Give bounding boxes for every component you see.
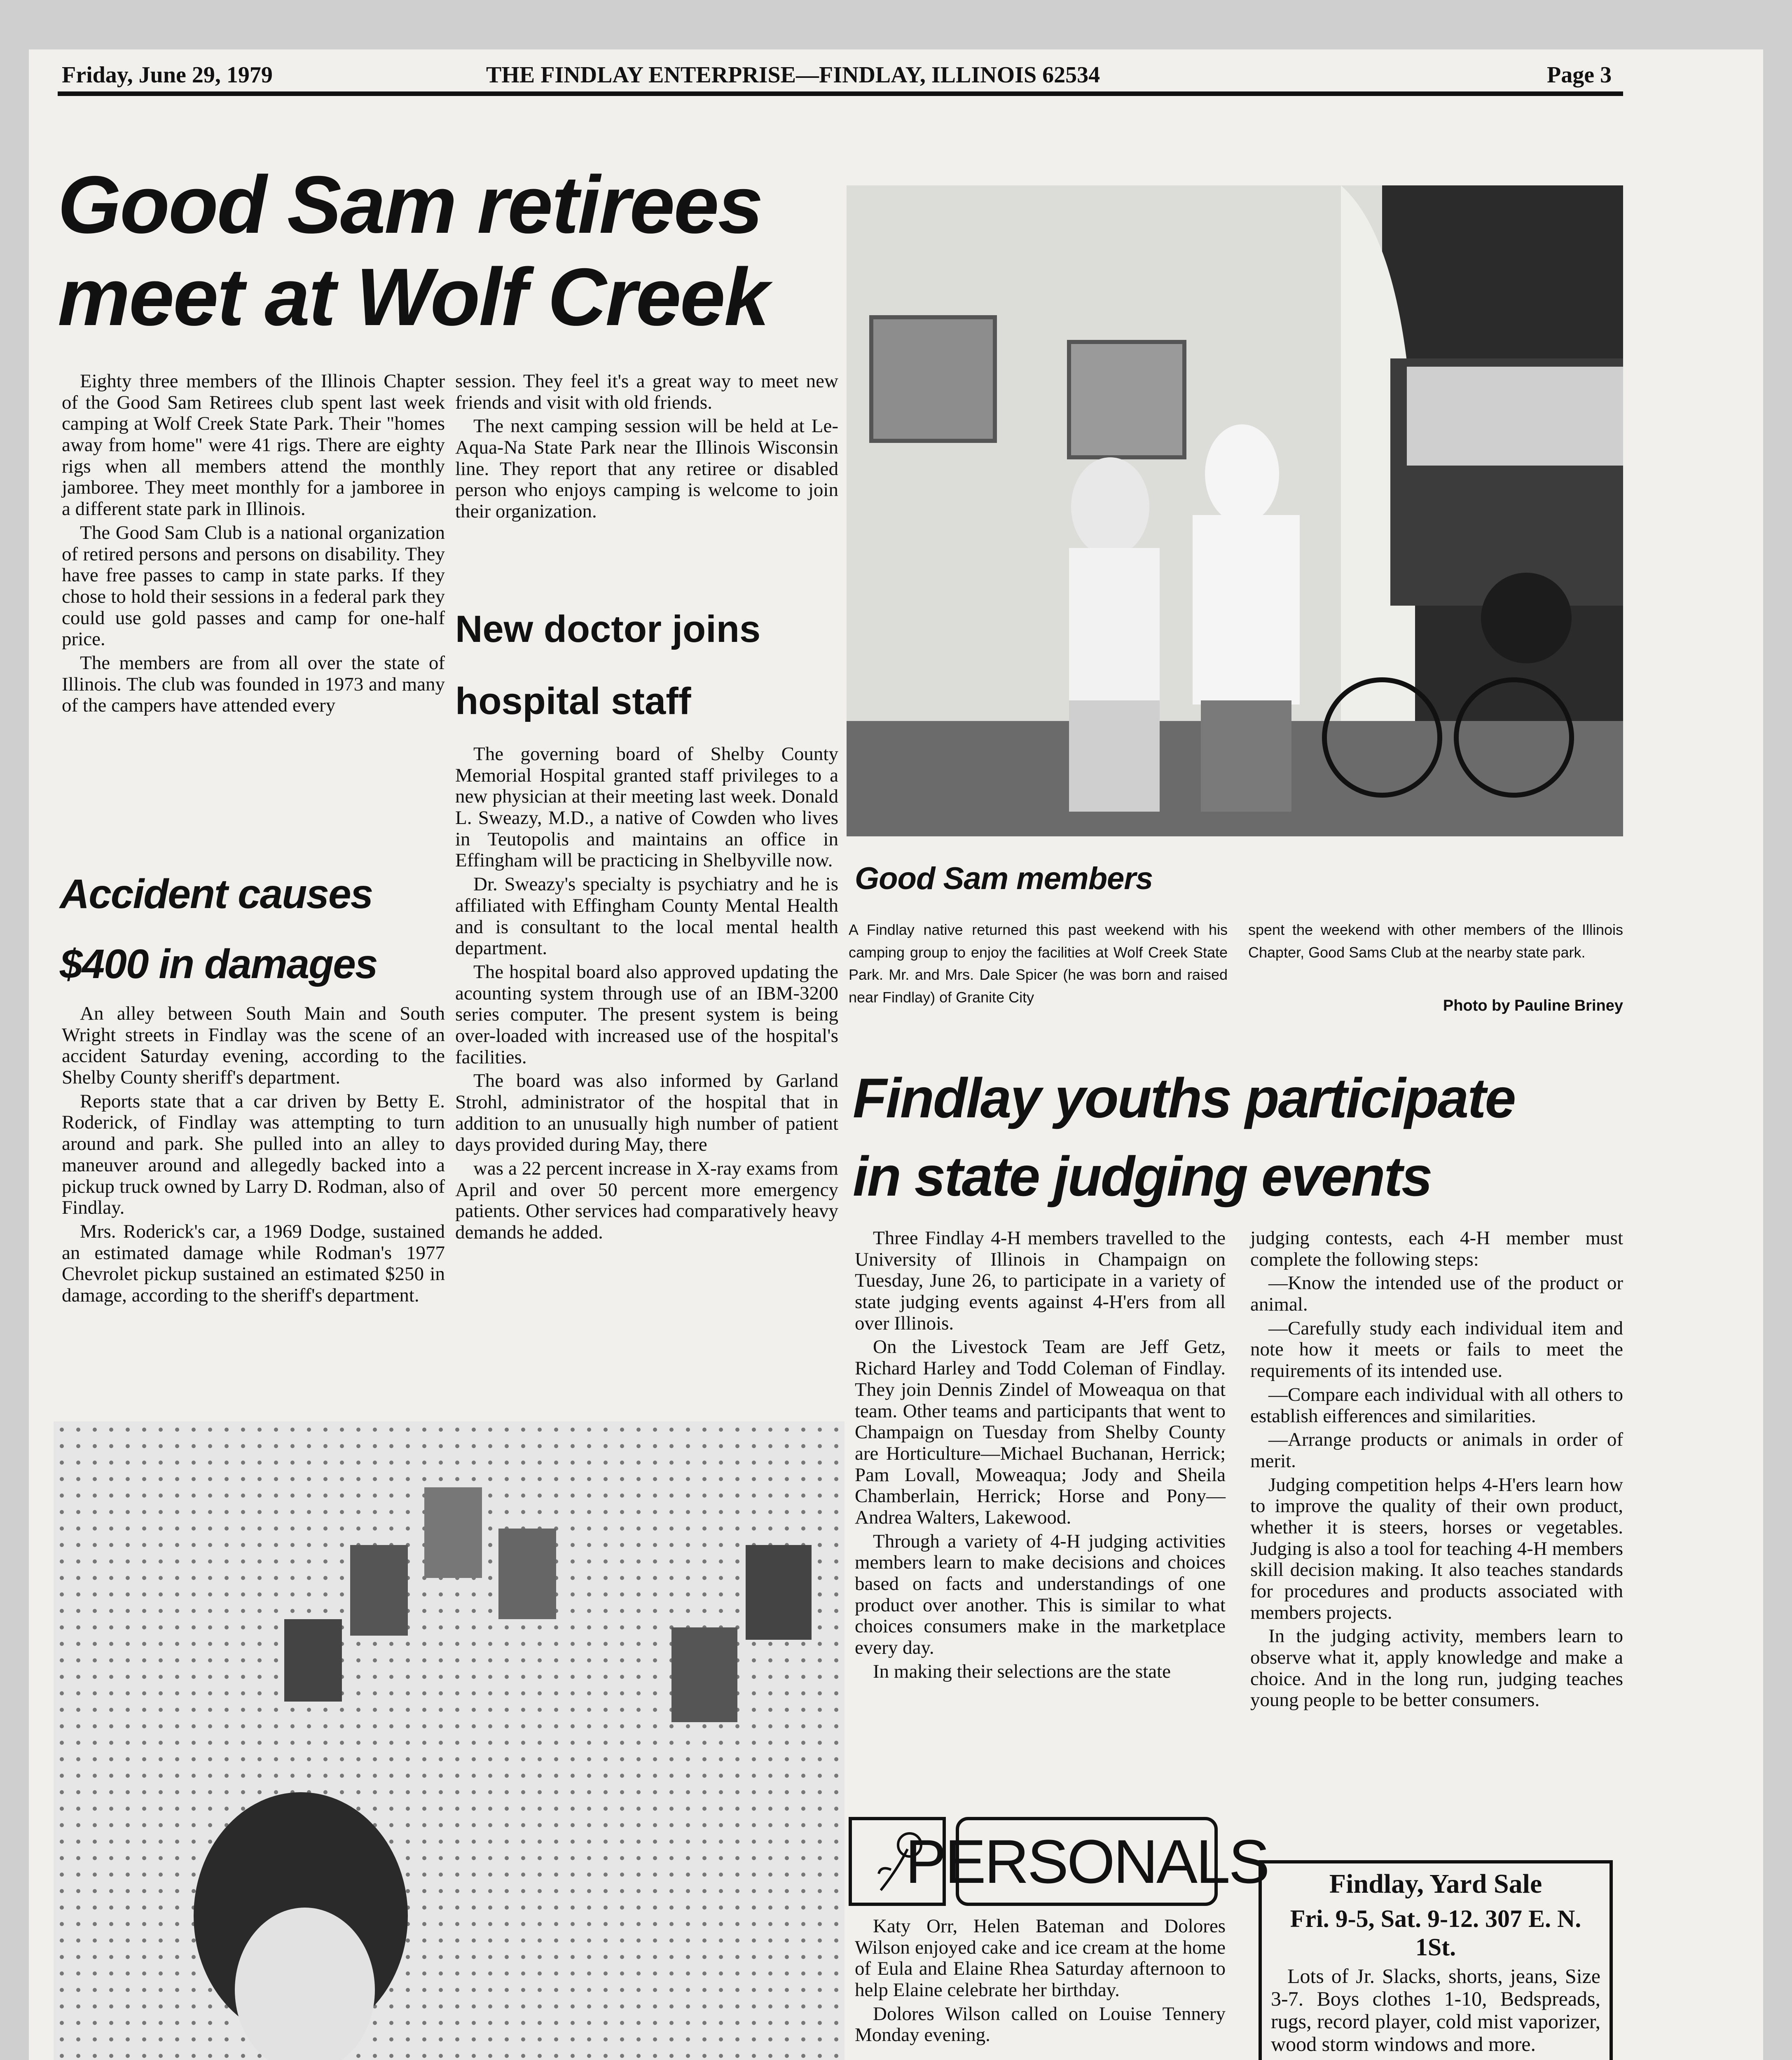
- issue-date: Friday, June 29, 1979: [62, 62, 273, 88]
- youths-headline: Findlay youths participate in state judging events: [853, 1067, 1515, 1208]
- personals-title-box: [905, 1817, 1268, 1906]
- store-photo-art: [54, 1421, 845, 2060]
- yard-sale-body: Lots of Jr. Slacks, shorts, jeans, Size 3-7. Boys clothes 1-10, Bedspreads, rugs, record player, cold mist vaporizer, wood storm windows and more.: [1271, 1964, 1600, 2055]
- store-photo: [54, 1421, 845, 2060]
- good-sam-caption-left: A Findlay native returned this past weekend with his camping group to enjoy the facilities at Wolf Creek State Park. Mr. and Mrs. Dale Spicer (he was born and raised near Findlay) of Granite City: [849, 921, 1228, 1006]
- personals-text: Katy Orr, Helen Bateman and Dolores Wilson enjoyed cake and ice cream at the home of Eula and Elaine Rhea Saturday afternoon to help Elaine celebrate her birthday. Dolores Wilson called on Louise Tennery Monday evening.: [855, 1915, 1226, 2046]
- yard-sale-when: Fri. 9-5, Sat. 9-12. 307 E. N. 1St.: [1290, 1905, 1581, 1961]
- doctor-article: The governing board of Shelby County Memorial Hospital granted staff privileges to a new physician at their meeting last week. Donald L. Sweazy, M.D., a native of Cowden who lives in Teutopolis and maintains an office in Effingham will be practicing in Shelbyville now. Dr. Sweazy's specialty is psychiatry and he is affiliated with Effingham County Mental Health and is consultant to the local mental health department. The hospital board also approved updating the acounting system through use of an IBM-3200 series computer. The present system is being over-loaded with increased use of the hospital's facilities. The board was also informed by Garland Strohl, administrator of the hospital that in addition to an unusually high number of patient days provided during May, there was a 22 percent increase in X-ray exams from April and over 50 percent more emergency patients. Other services had comparatively heavy demands he added.: [455, 743, 838, 1243]
- accident-headline: Accident causes $400 in damages: [60, 871, 377, 987]
- doctor-headline: New doctor joins hospital staff: [455, 608, 761, 722]
- yard-sale-ad: [1259, 1860, 1613, 2060]
- good-sam-column-1: Eighty three members of the Illinois Chapter of the Good Sam Retirees club spent last week camping at Wolf Creek State Park. Their "homes away from home" were 41 rigs. There are eighty rigs when all members attend the monthly jamboree. They meet monthly for a jamboree in a different state park in Illinois. The Good Sam Club is a national organization of retired persons and persons on disability. They have free passes to camp in state parks. If they chose to hold their sessions in a federal park they could use gold passes and camp for one-half price. The members are from all over the state of Illinois. The club was founded in 1973 and many of the campers have attended every: [62, 370, 445, 716]
- page-number: Page 3: [1547, 62, 1612, 88]
- good-sam-headline: Good Sam retirees meet at Wolf Creek: [58, 159, 768, 342]
- yard-sale-title: Findlay, Yard Sale: [1329, 1869, 1542, 1899]
- youths-column-2: judging contests, each 4-H member must complete the following steps: —Know the intended use of the product or animal. —Carefully study each individual item and note how it meets or fails to meet the requirements of its intended use. —Compare each individual with all others to establish eifferences and similarities. —Arrange products or animals in order of merit. Judging competition helps 4-H'ers learn how to improve the quality of their own product, whether it is steers, horses or vegetables. Judging is also a tool for teaching 4-H members skill decision making. It also teaches standards for procedures and products associated with members projects. In the judging activity, members learn to observe what it, apply knowledge and make a choice. And in the long run, judging teaches young people to be better consumers.: [1250, 1227, 1623, 1711]
- good-sam-caption-right: spent the weekend with other members of the Illinois Chapter, Good Sams Club at the nearby state park.: [1248, 921, 1623, 961]
- good-sam-column-2: session. They feel it's a great way to meet new friends and visit with old friends. The next camping session will be held at Le-Aqua-Na State Park near the Illinois Wisconsin line. They report that any retiree or disabled person who enjoys camping is welcome to join their organization.: [455, 370, 838, 522]
- good-sam-photo-title: Good Sam members: [855, 861, 1153, 896]
- good-sam-photo-art: [847, 185, 1623, 836]
- good-sam-photo: [847, 185, 1623, 836]
- accident-article: An alley between South Main and South Wright streets in Findlay was the scene of an accident Saturday evening, according to the Shelby County sheriff's department. Reports state that a car driven by Betty E. Roderick, of Findlay was attempting to turn around and park. She pulled into an alley to maneuver around and allegedly backed into a pickup truck owned by Larry D. Rodman, also of Findlay. Mrs. Roderick's car, a 1969 Dodge, sustained an estimated damage while Rodman's 1977 Chevrolet pickup sustained an estimated $250 in damage, according to the sheriff's department.: [62, 1003, 445, 1306]
- paper-name: THE FINDLAY ENTERPRISE—FINDLAY, ILLINOIS 62534: [486, 62, 1100, 88]
- personals-title: PERSONALS: [905, 1826, 1268, 1896]
- youths-column-1: Three Findlay 4-H members travelled to the University of Illinois in Champaign on Tuesday, June 26, to participate in a variety of state judging events against 4-H'ers from all over Illinois. On the Livestock Team are Jeff Getz, Richard Harley and Todd Coleman of Findlay. They join Dennis Zindel of Moweaqua on that team. Other teams and participants that went to Champaign on Tuesday from Shelby County are Horticulture—Michael Buchanan, Herrick; Pam Lovall, Moweaqua; Jody and Sheila Chamberlain, Herrick; Horse and Pony—Andrea Walters, Lakewood. Through a variety of 4-H judging activities members learn to make decisions and choices based on facts and understandings of one product over another. This is similar to what choices consumers make in the marketplace every day. In making their selections are the state: [855, 1227, 1226, 1682]
- masthead-rule: [58, 91, 1623, 96]
- good-sam-photo-credit: Photo by Pauline Briney: [1443, 997, 1623, 1014]
